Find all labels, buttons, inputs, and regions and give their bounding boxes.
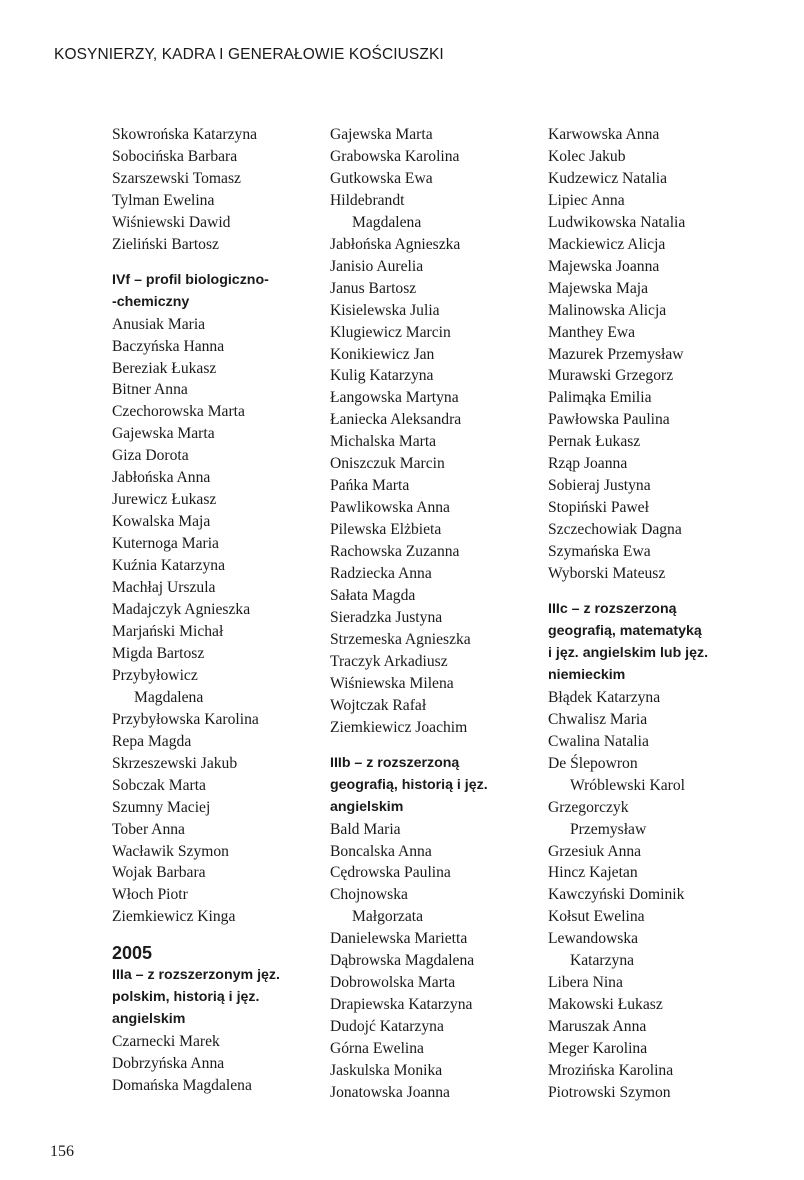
class-heading-line: i jęz. angielskim lub jęz. [548, 644, 709, 661]
student-name: Gajewska Marta [330, 126, 433, 143]
student-name: Libera Nina [548, 974, 623, 992]
list-item [112, 212, 312, 234]
list-item [112, 445, 312, 467]
student-name: Grzegorczyk [548, 798, 629, 816]
list-item [112, 314, 312, 336]
list-item [548, 431, 768, 453]
student-name: Chwalisz Maria [548, 710, 648, 728]
list-item [548, 300, 768, 322]
student-name: Górna Ewelina [330, 1040, 424, 1058]
student-name: Kudzewicz Natalia [548, 169, 668, 187]
student-name: Majewska Joanna [548, 257, 660, 275]
student-name: Konikiewicz Jan [330, 345, 435, 363]
student-name: Ziemkiewicz Joachim [330, 718, 468, 736]
student-name: Repa Magda [112, 732, 192, 750]
list-item [330, 1082, 530, 1104]
student-name: Madajczyk Agnieszka [112, 601, 251, 619]
list-item [548, 1016, 768, 1038]
student-name: Sobocińska Barbara [112, 147, 238, 165]
student-name: Pawlikowska Anna [330, 499, 450, 517]
student-name: Kowalska Maja [112, 513, 211, 531]
student-name: Błądek Katarzyna [548, 688, 661, 706]
student-name: Katarzyna [570, 952, 635, 970]
list-item [330, 431, 530, 453]
list-item [330, 387, 530, 409]
student-name: Lewandowska [548, 930, 639, 948]
list-item [112, 423, 312, 445]
list-item [548, 1038, 768, 1060]
list-item [112, 643, 312, 665]
student-name: Mrozińska Karolina [548, 1062, 674, 1080]
class-section [112, 270, 312, 929]
student-name: Przemysław [570, 820, 647, 838]
list-item [112, 190, 312, 212]
student-name: Jaskulska Monika [330, 1062, 443, 1080]
list-item [548, 256, 768, 278]
student-name: Danielewska Marietta [330, 930, 468, 948]
list-item [330, 950, 530, 972]
student-name: Szumny Maciej [112, 798, 211, 816]
student-name: Szarszewski Tomasz [112, 169, 241, 187]
list-item [112, 797, 312, 819]
student-name: Sałata Magda [330, 587, 416, 605]
student-name: Skowrońska Katarzyna [112, 126, 258, 143]
student-name: Dobrzyńska Anna [112, 1055, 225, 1073]
list-item [548, 862, 768, 884]
list-item [330, 409, 530, 431]
student-name: Wacławik Szymon [112, 842, 229, 860]
list-item [548, 190, 768, 212]
student-name: Hincz Kajetan [548, 864, 638, 882]
list-item [548, 168, 768, 190]
student-name: Mazurek Przemysław [548, 345, 684, 363]
list-item [330, 278, 530, 300]
list-item [548, 731, 768, 753]
student-name: Kawczyński Dominik [548, 886, 685, 904]
list-item [112, 621, 312, 643]
list-item [330, 607, 530, 629]
list-item [548, 709, 768, 731]
class-heading-line: -chemiczny [112, 293, 190, 310]
list-item [548, 124, 768, 146]
student-name: Przybyłowicz [112, 666, 198, 684]
class-section [548, 599, 768, 1104]
list-item [112, 862, 312, 884]
list-item [330, 300, 530, 322]
student-name: Skrzeszewski Jakub [112, 754, 238, 772]
student-name: Gajewska Marta [112, 425, 215, 443]
student-name: Magdalena [352, 213, 422, 231]
student-name: Klugiewicz Marcin [330, 323, 451, 341]
list-item [548, 212, 768, 234]
student-name: Gutkowska Ewa [330, 169, 433, 187]
list-item [330, 365, 530, 387]
list-item [112, 533, 312, 555]
student-name: Marjański Michał [112, 622, 224, 640]
student-name: Stopiński Paweł [548, 499, 649, 517]
class-section [330, 124, 530, 739]
student-name: Rząp Joanna [548, 455, 628, 473]
student-name: Zieliński Bartosz [112, 235, 219, 253]
list-item [548, 475, 768, 497]
list-item [548, 906, 768, 928]
column-3 [548, 124, 768, 1104]
list-item [112, 489, 312, 511]
student-name: Małgorzata [352, 908, 424, 926]
student-name: Kulig Katarzyna [330, 367, 434, 385]
class-heading-line: IIIa – z rozszerzonym jęz. [112, 967, 280, 984]
column-1 [112, 124, 312, 1097]
student-name: Wojak Barbara [112, 864, 206, 882]
student-name: Hildebrandt [330, 191, 405, 209]
student-name: Pawłowska Paulina [548, 411, 670, 429]
student-name: Kolec Jakub [548, 147, 626, 165]
student-name: Strzemeska Agnieszka [330, 630, 471, 648]
list-item [330, 344, 530, 366]
student-name: Cędrowska Paulina [330, 864, 451, 882]
list-item [330, 651, 530, 673]
list-item [330, 629, 530, 651]
list-item [548, 344, 768, 366]
list-item [548, 1082, 768, 1104]
list-item [330, 453, 530, 475]
list-item [330, 234, 530, 256]
student-name: Kuternoga Maria [112, 535, 219, 553]
student-name: Bereziak Łukasz [112, 359, 217, 377]
student-name: Czechorowska Marta [112, 403, 245, 421]
student-name: Dąbrowska Magdalena [330, 952, 475, 970]
student-name: Kisielewska Julia [330, 301, 440, 319]
class-heading-line: IVf – profil biologiczno- [112, 271, 269, 288]
list-item [112, 146, 312, 168]
list-item [548, 497, 768, 519]
class-heading-line: angielskim [330, 798, 404, 815]
student-name: Migda Bartosz [112, 644, 205, 662]
student-name: Jurewicz Łukasz [112, 491, 217, 509]
list-item [548, 146, 768, 168]
list-item [548, 519, 768, 541]
student-name: Grabowska Karolina [330, 147, 460, 165]
student-name: Karwowska Anna [548, 126, 660, 143]
list-item [330, 673, 530, 695]
student-name: Sieradzka Justyna [330, 608, 443, 626]
list-item [330, 819, 530, 841]
list-item [112, 1053, 312, 1075]
list-item [112, 753, 312, 775]
student-name: Wojtczak Rafał [330, 696, 427, 714]
student-name: Pilewska Elżbieta [330, 521, 442, 539]
list-item [330, 190, 530, 234]
student-name: Baczyńska Hanna [112, 337, 225, 355]
student-name: Czarnecki Marek [112, 1033, 220, 1051]
list-item [548, 278, 768, 300]
class-heading-line: geografią, matematyką [548, 622, 702, 639]
student-name: Pernak Łukasz [548, 433, 641, 451]
list-item [548, 753, 768, 797]
student-name: Ludwikowska Natalia [548, 213, 686, 231]
student-name: Radziecka Anna [330, 565, 432, 583]
list-item [112, 358, 312, 380]
student-name: Drapiewska Katarzyna [330, 996, 473, 1014]
student-name: Kołsut Ewelina [548, 908, 645, 926]
student-name: Wróblewski Karol [570, 776, 685, 794]
list-item [112, 819, 312, 841]
class-heading-line: angielskim [112, 1011, 186, 1028]
year-heading: 2005 [112, 943, 153, 964]
running-head: KOSYNIERZY, KADRA I GENERAŁOWIE KOŚCIUSZKI [54, 46, 444, 63]
list-item [112, 168, 312, 190]
class-section [548, 124, 768, 585]
list-item [548, 409, 768, 431]
student-name: Tylman Ewelina [112, 191, 215, 209]
student-name: Malinowska Alicja [548, 301, 667, 319]
class-heading-line: geografią, historią i jęz. [330, 776, 488, 793]
list-item [548, 563, 768, 585]
list-item [112, 709, 312, 731]
student-name: Wyborski Mateusz [548, 565, 666, 583]
class-section [112, 124, 312, 256]
list-item [112, 234, 312, 256]
list-item [112, 775, 312, 797]
student-name: Bitner Anna [112, 381, 188, 399]
list-item [330, 695, 530, 717]
student-name: Łangowska Martyna [330, 389, 459, 407]
class-heading-line: IIIb – z rozszerzoną [330, 754, 460, 771]
list-item [548, 322, 768, 344]
list-item [330, 563, 530, 585]
list-item [112, 841, 312, 863]
list-item [548, 928, 768, 972]
list-item [330, 928, 530, 950]
list-item [548, 365, 768, 387]
list-item [330, 585, 530, 607]
list-item [330, 1038, 530, 1060]
list-item [330, 146, 530, 168]
student-name: Mackiewicz Alicja [548, 235, 666, 253]
list-item [330, 717, 530, 739]
list-item [330, 994, 530, 1016]
student-name: Włoch Piotr [112, 886, 188, 904]
list-item [112, 1031, 312, 1053]
student-name: Anusiak Maria [112, 315, 206, 333]
student-name: Grzesiuk Anna [548, 842, 642, 860]
list-item [548, 797, 768, 841]
student-name: Jonatowska Joanna [330, 1083, 450, 1101]
student-name: Majewska Maja [548, 279, 649, 297]
class-heading-line: niemieckim [548, 666, 626, 683]
list-item [112, 511, 312, 533]
student-name: Manthey Ewa [548, 323, 636, 341]
list-item [330, 1016, 530, 1038]
student-name: Machłaj Urszula [112, 579, 216, 597]
student-name: Domańska Magdalena [112, 1077, 252, 1095]
student-name: Meger Karolina [548, 1040, 648, 1058]
list-item [112, 906, 312, 928]
list-item [548, 453, 768, 475]
list-item [330, 541, 530, 563]
list-item [112, 336, 312, 358]
list-item [112, 379, 312, 401]
list-item [330, 475, 530, 497]
student-name: Traczyk Arkadiusz [330, 652, 448, 670]
student-name: Przybyłowska Karolina [112, 710, 259, 728]
student-name: Wiśniewski Dawid [112, 213, 231, 231]
student-name: Chojnowska [330, 886, 408, 904]
class-section [112, 965, 312, 1097]
student-name: Piotrowski Szymon [548, 1083, 671, 1101]
student-name: Jabłońska Anna [112, 469, 211, 487]
class-heading-line: polskim, historią i jęz. [112, 989, 260, 1006]
column-2 [330, 124, 530, 1104]
list-item [330, 256, 530, 278]
student-name: Makowski Łukasz [548, 996, 663, 1014]
list-item [548, 387, 768, 409]
student-name: Palimąka Emilia [548, 389, 652, 407]
list-item [112, 599, 312, 621]
student-name: Szymańska Ewa [548, 543, 651, 561]
class-section [330, 753, 530, 1104]
student-name: Sobieraj Justyna [548, 477, 651, 495]
list-item [112, 577, 312, 599]
list-item [330, 124, 530, 146]
list-item [112, 124, 312, 146]
list-item [548, 841, 768, 863]
student-name: Lipiec Anna [548, 191, 625, 209]
page-number: 156 [50, 1143, 74, 1160]
student-name: Tober Anna [112, 820, 185, 838]
student-name: Magdalena [134, 688, 204, 706]
student-name: Szczechowiak Dagna [548, 521, 682, 539]
class-heading-line: IIIc – z rozszerzoną [548, 601, 677, 618]
student-name: De Ślepowron [548, 754, 638, 772]
list-item [548, 1060, 768, 1082]
student-name: Cwalina Natalia [548, 732, 649, 750]
list-item [548, 972, 768, 994]
student-name: Maruszak Anna [548, 1018, 647, 1036]
list-item [112, 731, 312, 753]
student-name: Kuźnia Katarzyna [112, 557, 225, 575]
student-name: Michalska Marta [330, 433, 437, 451]
list-item [548, 884, 768, 906]
list-item [330, 1060, 530, 1082]
list-item [330, 841, 530, 863]
student-name: Janus Bartosz [330, 279, 417, 297]
student-name: Murawski Grzegorz [548, 367, 674, 385]
list-item [330, 497, 530, 519]
student-name: Oniszczuk Marcin [330, 455, 445, 473]
list-item [330, 168, 530, 190]
student-name: Janisio Aurelia [330, 257, 424, 275]
list-item [548, 541, 768, 563]
list-item [548, 687, 768, 709]
student-name: Jabłońska Agnieszka [330, 235, 461, 253]
student-name: Pańka Marta [330, 477, 410, 495]
student-name: Sobczak Marta [112, 776, 206, 794]
student-name: Dudojć Katarzyna [330, 1018, 444, 1036]
list-item [548, 234, 768, 256]
student-name: Wiśniewska Milena [330, 674, 454, 692]
student-name: Giza Dorota [112, 447, 189, 465]
student-name: Bald Maria [330, 820, 401, 838]
student-name: Łaniecka Aleksandra [330, 411, 462, 429]
student-name: Boncalska Anna [330, 842, 432, 860]
list-item [112, 555, 312, 577]
list-item [112, 401, 312, 423]
student-name: Dobrowolska Marta [330, 974, 456, 992]
list-item [112, 1075, 312, 1097]
student-name: Rachowska Zuzanna [330, 543, 460, 561]
student-name: Ziemkiewicz Kinga [112, 908, 236, 926]
list-item [330, 322, 530, 344]
list-item [330, 972, 530, 994]
list-item [330, 862, 530, 884]
list-item [330, 884, 530, 928]
list-item [548, 994, 768, 1016]
list-item [112, 884, 312, 906]
list-item [112, 665, 312, 709]
list-item [112, 467, 312, 489]
list-item [330, 519, 530, 541]
